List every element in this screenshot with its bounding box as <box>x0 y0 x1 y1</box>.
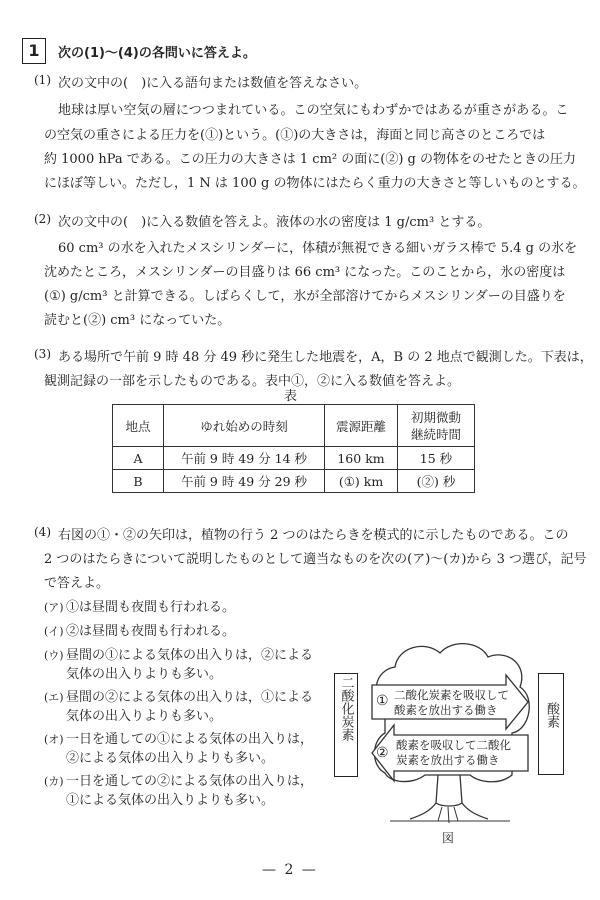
plant-diagram <box>330 635 570 845</box>
q2-line: (①) g/cm³ と計算できる。しばらくして，氷が全部溶けてからメスシリンダーの目盛りを <box>44 289 566 304</box>
option-text: 一日を通しての②による気体の出入りは， <box>66 774 314 789</box>
q4-line: で答えよ。 <box>44 576 110 591</box>
q3-line: 観測記録の一部を示したものである。表中①，②に入る数値を答えよ。 <box>44 374 461 389</box>
q1-line: の空気の重さによる圧力を(①)という。(①)の大きさは，海面と同じ高さのところでは <box>44 128 546 143</box>
q4-line: 2 つのはたらきについて説明したものとして適当なものを次の(ア)〜(カ)から 3 つ選び，記号 <box>44 552 587 567</box>
q2-number: (2) <box>34 212 51 226</box>
option-ka <box>44 770 313 789</box>
arrow1-line: 酸素を放出する働き <box>394 703 498 717</box>
table-cell: 160 km <box>325 447 398 470</box>
q1-line: にほぼ等しい。ただし，1 N は 100 g の物体にはたらく重力の大きさと等しいものとする。 <box>44 176 586 191</box>
table-row <box>113 470 475 493</box>
q1-number: (1) <box>34 73 51 87</box>
arrow2-text <box>396 738 511 768</box>
option-label: (イ) <box>44 625 64 638</box>
q2-line: 60 cm³ の水を入れたメスシリンダーに，体積が無視できる細いガラス棒で 5.4 g の氷を <box>58 241 578 256</box>
option-i <box>44 620 235 639</box>
arrow2-number: ② <box>376 745 389 761</box>
option-text: ②は昼間も夜間も行われる。 <box>66 624 236 639</box>
table-header-row <box>113 405 475 447</box>
table-cell: B <box>113 470 164 493</box>
arrow2-line: 酸素を吸収して二酸化 <box>396 738 511 752</box>
option-text-cont: ①による気体の出入りよりも多い。 <box>66 793 275 808</box>
co2-label: 二酸化炭素 <box>338 676 354 741</box>
table-cell: 午前 9 時 49 分 29 秒 <box>164 470 325 493</box>
arrow2-line: 炭素を放出する働き <box>396 753 500 767</box>
q4-line: 右図の①・②の矢印は，植物の行う 2 つのはたらきを模式的に示したものである。この <box>58 528 569 543</box>
question-header: 次の(1)〜(4)の各問いに答えよ。 <box>58 46 256 61</box>
arrow1-text <box>394 688 509 718</box>
option-text-cont: 気体の出入りよりも多い。 <box>66 667 223 682</box>
option-o <box>44 728 313 747</box>
table-caption: 表 <box>284 389 298 404</box>
option-label: (エ) <box>44 691 64 704</box>
table-row <box>113 447 475 470</box>
co2-box <box>334 673 358 777</box>
option-text: 昼間の②による気体の出入りは，①による <box>66 690 314 705</box>
q3-line: ある場所で午前 9 時 48 分 49 秒に発生した地震を，A，B の 2 地点で観測した。下表は， <box>58 350 593 365</box>
header-line: 継続時間 <box>410 426 461 442</box>
table-cell: 15 秒 <box>398 447 475 470</box>
oxygen-box <box>538 673 564 775</box>
table-header-cell <box>398 405 475 447</box>
option-label: (ア) <box>44 601 64 614</box>
option-a <box>44 596 235 615</box>
q4-number: (4) <box>34 525 51 539</box>
option-e <box>44 686 313 705</box>
option-label: (カ) <box>44 775 64 788</box>
table-header-cell: ゆれ始めの時刻 <box>164 405 325 447</box>
q1-line: 約 1000 hPa である。この圧力の大きさは 1 cm² の面に(②) g の物体をのせたときの圧力 <box>44 152 576 167</box>
table-cell: (①) km <box>325 470 398 493</box>
option-u <box>44 644 313 663</box>
q2-line: 読むと(②) cm³ になっていた。 <box>44 313 231 328</box>
oxygen-label: 酸素 <box>544 702 559 728</box>
q2-prompt: 次の文中の( )に入る数値を答えよ。液体の水の密度は 1 g/cm³ とする。 <box>58 215 491 230</box>
option-text: 昼間の①による気体の出入りは，②による <box>66 648 314 663</box>
q1-line: 地球は厚い空気の層につつまれている。この空気にもわずかではあるが重さがある。こ <box>58 103 569 118</box>
option-text-cont: 気体の出入りよりも多い。 <box>66 709 223 724</box>
table-cell: (②) 秒 <box>398 470 475 493</box>
table-cell: A <box>113 447 164 470</box>
option-label: (オ) <box>44 733 64 746</box>
table-cell: 午前 9 時 49 分 14 秒 <box>164 447 325 470</box>
option-label: (ウ) <box>44 649 64 662</box>
observation-table <box>112 404 475 493</box>
option-text: 一日を通しての①による気体の出入りは， <box>66 732 314 747</box>
arrow1-number: ① <box>376 693 389 709</box>
question-number-box: 1 <box>22 38 46 64</box>
figure-caption: 図 <box>442 831 455 845</box>
q3-number: (3) <box>34 347 51 361</box>
table-header-cell: 地点 <box>113 405 164 447</box>
option-text-cont: ②による気体の出入りよりも多い。 <box>66 751 275 766</box>
q1-prompt: 次の文中の( )に入る語句または数値を答えなさい。 <box>58 76 368 91</box>
page-number: — 2 — <box>262 862 318 878</box>
tree-illustration <box>330 635 570 835</box>
table-header-cell: 震源距離 <box>325 405 398 447</box>
header-line: 初期微動 <box>410 409 461 425</box>
q2-line: 沈めたところ，メスシリンダーの目盛りは 66 cm³ になった。このことから，氷の密度は <box>44 265 566 280</box>
arrow1-line: 二酸化炭素を吸収して <box>394 688 509 702</box>
option-text: ①は昼間も夜間も行われる。 <box>66 600 236 615</box>
